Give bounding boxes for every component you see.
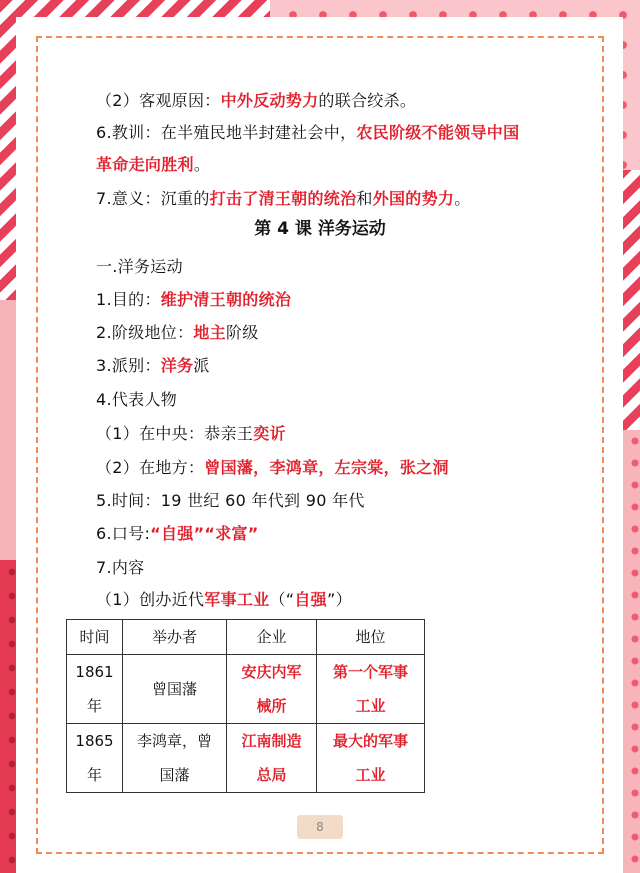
item-faction — [96, 353, 210, 376]
lesson-title: 第 4 课 洋务运动 — [254, 219, 386, 239]
table-header-cell: 地位 — [317, 620, 425, 655]
highlight-text: 革命走向胜利 — [96, 155, 194, 174]
highlight-text: 打击了清王朝的统治 — [209, 189, 357, 208]
highlight-text: 外国的势力 — [372, 189, 455, 208]
item-figures: 4.代表人物 — [96, 390, 178, 409]
item-military-industry — [96, 587, 352, 610]
text: （2）客观原因： — [96, 91, 221, 110]
table-cell-time: 1861 年 — [67, 655, 123, 724]
text: 1.目的： — [96, 290, 161, 309]
highlight-text: 维护清王朝的统治 — [160, 290, 292, 309]
highlight-text: 中外反动势力 — [220, 91, 319, 110]
table-cell-time: 1865 年 — [67, 724, 123, 793]
highlight-text: 农民阶级不能领导中国 — [356, 123, 520, 142]
text: 3.派别： — [96, 356, 161, 375]
text-line-objective-cause — [96, 88, 416, 111]
table-cell-founder: 李鸿章，曾 国藩 — [123, 724, 227, 793]
table-cell-founder: 曾国藩 — [123, 655, 227, 724]
text-line-lesson — [96, 120, 519, 143]
text: 的联合绞杀。 — [318, 91, 417, 110]
table-row — [67, 724, 425, 793]
text: 派 — [193, 356, 210, 375]
highlight-text: 洋务 — [160, 356, 194, 375]
text: 阶级 — [225, 323, 259, 342]
highlight-text: 奕䜣 — [253, 424, 286, 443]
item-slogan — [96, 521, 259, 544]
text: 6.口号: — [96, 524, 151, 543]
page-number: 8 — [297, 815, 343, 839]
text-line-significance — [96, 186, 471, 209]
text: 7.意义：沉重的 — [96, 189, 210, 208]
item-central — [96, 421, 286, 444]
table-header-cell: 时间 — [67, 620, 123, 655]
table-cell-company: 安庆内军 械所 — [227, 655, 317, 724]
text: （2）在地方： — [96, 458, 205, 477]
table-header-cell: 举办者 — [123, 620, 227, 655]
table-cell-status: 最大的军事 工业 — [317, 724, 425, 793]
text: 2.阶级地位： — [96, 323, 194, 342]
highlight-text: 自强 — [294, 590, 327, 609]
table-header-row — [67, 620, 425, 655]
section-heading: 一.洋务运动 — [96, 257, 183, 276]
text-line-lesson-cont — [96, 152, 210, 175]
item-local — [96, 455, 449, 478]
text: 。 — [454, 189, 471, 208]
highlight-text: 军事工业 — [204, 590, 270, 609]
military-industry-table — [66, 619, 425, 793]
text: ”） — [326, 590, 352, 609]
item-content: 7.内容 — [96, 558, 145, 577]
table-cell-company: 江南制造 总局 — [227, 724, 317, 793]
item-purpose — [96, 287, 291, 310]
text: （1）在中央：恭亲王 — [96, 424, 254, 443]
text: （1）创办近代 — [96, 590, 205, 609]
text: 和 — [356, 189, 373, 208]
table-row — [67, 655, 425, 724]
item-time: 5.时间：19 世纪 60 年代到 90 年代 — [96, 491, 365, 510]
highlight-text: “自强”“求富” — [150, 524, 259, 543]
highlight-text: 曾国藩，李鸿章，左宗棠，张之洞 — [204, 458, 449, 477]
item-class — [96, 320, 259, 343]
table-cell-status: 第一个军事 工业 — [317, 655, 425, 724]
highlight-text: 地主 — [193, 323, 226, 342]
text: 。 — [193, 155, 211, 174]
text: （“ — [269, 590, 295, 609]
table-header-cell: 企业 — [227, 620, 317, 655]
text: 6.教训：在半殖民地半封建社会中， — [96, 123, 357, 142]
